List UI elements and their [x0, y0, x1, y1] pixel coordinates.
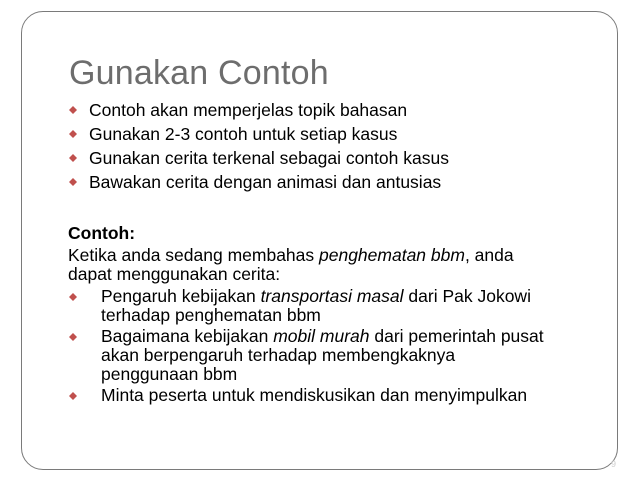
bullet-text: Gunakan cerita terkenal sebagai contoh kasus	[89, 148, 449, 168]
diamond-bullet-icon	[69, 106, 77, 114]
intro-emphasis: penghematan bbm	[319, 245, 465, 265]
bullet-text: Gunakan 2-3 contoh untuk setiap kasus	[89, 124, 398, 144]
diamond-bullet-icon	[69, 392, 77, 400]
bullet-text: Contoh akan memperjelas topik bahasan	[89, 100, 408, 120]
example-section	[68, 222, 593, 407]
bullet-item	[68, 146, 588, 170]
example-item	[68, 386, 593, 405]
bullet-item	[68, 122, 588, 146]
example-emphasis: mobil murah	[273, 326, 370, 346]
example-text: dari Pak Jokowi	[403, 286, 531, 306]
bullet-list	[68, 98, 588, 194]
slide-title: Gunakan Contoh	[69, 54, 329, 92]
intro-text: Ketika anda sedang membahas	[68, 245, 319, 265]
diamond-bullet-icon	[69, 293, 77, 301]
intro-text: , anda	[464, 245, 514, 265]
example-item	[68, 287, 593, 325]
diamond-bullet-icon	[69, 333, 77, 341]
page-number: 9	[610, 459, 616, 469]
example-item	[68, 327, 593, 384]
example-text: Bagaimana kebijakan	[101, 326, 274, 346]
example-text: akan berpengaruh terhadap membengkaknya	[101, 345, 456, 365]
example-intro	[68, 246, 593, 284]
bullet-item	[68, 98, 588, 122]
bullet-item	[68, 170, 588, 194]
example-text: penggunaan bbm	[101, 364, 238, 384]
intro-text: dapat menggunakan cerita:	[68, 264, 281, 284]
example-text: Minta peserta untuk mendiskusikan dan menyimpulkan	[101, 385, 528, 405]
bullet-text: Bawakan cerita dengan animasi dan antusias	[89, 172, 442, 192]
example-text: Pengaruh kebijakan	[101, 286, 261, 306]
diamond-bullet-icon	[69, 130, 77, 138]
diamond-bullet-icon	[69, 154, 77, 162]
example-text: dari pemerintah pusat	[369, 326, 544, 346]
example-list	[68, 287, 593, 405]
example-heading: Contoh:	[68, 223, 136, 243]
example-emphasis: transportasi masal	[260, 286, 404, 306]
example-text: terhadap penghematan bbm	[101, 305, 321, 325]
diamond-bullet-icon	[69, 178, 77, 186]
